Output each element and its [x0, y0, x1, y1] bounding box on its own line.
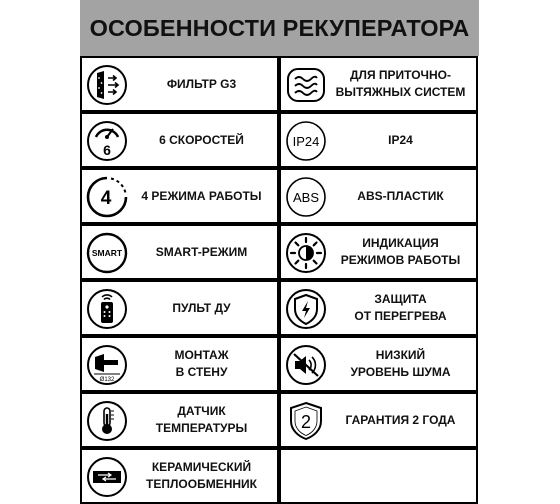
abs-icon — [285, 176, 327, 218]
feature-label: МОНТАЖ В СТЕНУ — [174, 348, 229, 379]
overheat-shield-icon — [285, 288, 327, 330]
feature-label: 6 СКОРОСТЕЙ — [159, 132, 244, 147]
smart-icon — [86, 232, 128, 274]
feature-label: IP24 — [388, 132, 413, 147]
heat-exchanger-icon — [86, 456, 128, 498]
feature-warranty — [279, 392, 478, 448]
feature-label: ЗАЩИТА ОТ ПЕРЕГРЕВА — [354, 292, 447, 323]
thermometer-icon — [86, 400, 128, 442]
feature-label: ABS-ПЛАСТИК — [357, 188, 444, 203]
feature-remote — [80, 280, 279, 336]
feature-label: ГАРАНТИЯ 2 ГОДА — [345, 412, 456, 427]
ip24-icon — [285, 120, 327, 162]
svg-text:4: 4 — [100, 188, 112, 209]
feature-label: ДЛЯ ПРИТОЧНО- ВЫТЯЖНЫХ СИСТЕМ — [335, 68, 466, 99]
speed-6-icon — [86, 120, 128, 162]
indicator-icon — [285, 232, 327, 274]
features-sheet — [80, 0, 480, 504]
features-grid — [80, 56, 480, 504]
remote-icon — [86, 288, 128, 330]
feature-label: ИНДИКАЦИЯ РЕЖИМОВ РАБОТЫ — [340, 236, 461, 267]
feature-ip24 — [279, 112, 478, 168]
svg-text:2: 2 — [300, 412, 312, 432]
wall-mount-icon — [86, 344, 128, 386]
page-title: ОСОБЕННОСТИ РЕКУПЕРАТОРА — [89, 14, 470, 41]
svg-text:Ø132: Ø132 — [99, 377, 115, 383]
feature-6-speeds — [80, 112, 279, 168]
feature-label: КЕРАМИЧЕСКИЙ ТЕПЛООБМЕННИК — [146, 460, 257, 491]
svg-text:SMART: SMART — [91, 248, 123, 258]
modes-4-icon — [86, 176, 128, 218]
empty-cell — [279, 448, 478, 504]
feature-label: ПУЛЬТ ДУ — [172, 300, 231, 315]
header-bar — [80, 0, 479, 56]
filter-icon — [86, 64, 128, 106]
feature-label: НИЗКИЙ УРОВЕНЬ ШУМА — [350, 348, 451, 379]
feature-label: ДАТЧИК ТЕМПЕРАТУРЫ — [155, 404, 248, 435]
feature-wall-mount — [80, 336, 279, 392]
feature-supply-exhaust — [279, 56, 478, 112]
feature-ceramic-exchanger — [80, 448, 279, 504]
feature-mode-indication — [279, 224, 478, 280]
warranty-shield-icon — [285, 400, 327, 442]
feature-label: 4 РЕЖИМА РАБОТЫ — [141, 188, 262, 203]
low-noise-icon — [285, 344, 327, 386]
feature-overheat-protection — [279, 280, 478, 336]
svg-text:6: 6 — [103, 142, 111, 158]
feature-filter-g3 — [80, 56, 279, 112]
feature-abs — [279, 168, 478, 224]
feature-4-modes — [80, 168, 279, 224]
airflow-icon — [285, 64, 327, 106]
feature-label: SMART-РЕЖИМ — [155, 244, 248, 259]
feature-low-noise — [279, 336, 478, 392]
svg-text:ABS: ABS — [292, 190, 320, 205]
feature-label: ФИЛЬТР G3 — [166, 76, 237, 91]
feature-smart — [80, 224, 279, 280]
feature-temperature-sensor — [80, 392, 279, 448]
svg-text:IP24: IP24 — [292, 134, 320, 149]
